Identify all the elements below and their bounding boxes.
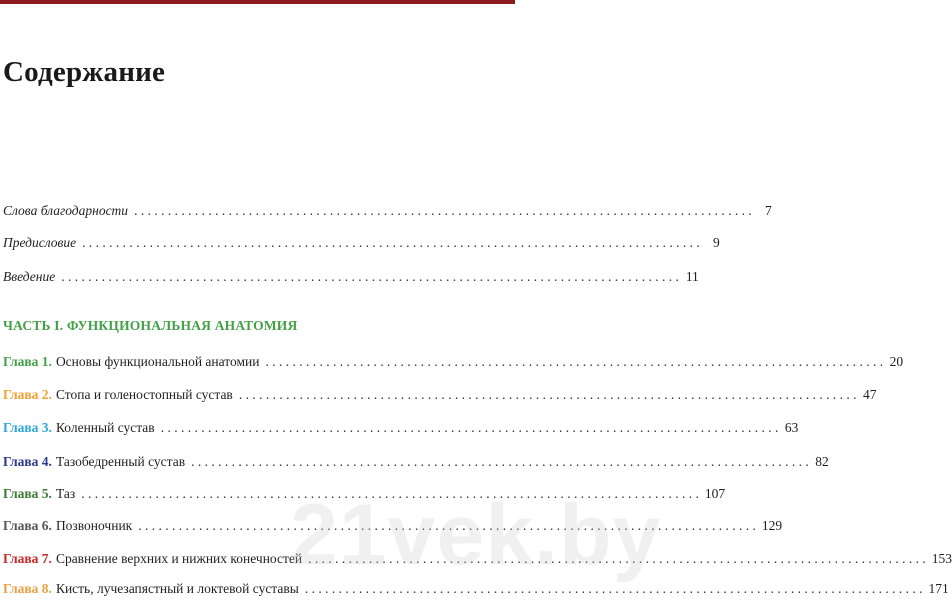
page-title: Содержание bbox=[3, 56, 166, 88]
toc-entry-title: Основы функциональной анатомии bbox=[55, 354, 260, 369]
chapter-label: Глава 3. bbox=[3, 420, 52, 435]
dot-leader bbox=[239, 384, 857, 406]
toc-entry-chapter-6[interactable] bbox=[3, 515, 783, 537]
toc-entry-chapter-3[interactable] bbox=[3, 417, 799, 439]
toc-page-number: 11 bbox=[685, 269, 699, 284]
toc-page-number: 129 bbox=[761, 518, 783, 533]
toc-entry-title: Таз bbox=[55, 486, 76, 501]
watermark: 21vek.by bbox=[290, 487, 662, 583]
toc-entry-title: Предисловие bbox=[3, 235, 77, 250]
toc-entry-acknowledgements[interactable] bbox=[3, 200, 772, 222]
toc-entry-title: Сравнение верхних и нижних конечностей bbox=[55, 551, 303, 566]
toc-entry-title: Позвоночник bbox=[55, 518, 133, 533]
toc-entry-title: Введение bbox=[3, 269, 56, 284]
chapter-label: Глава 1. bbox=[3, 354, 52, 369]
toc-entry-title: Тазобедренный сустав bbox=[55, 454, 186, 469]
toc-entry-preface[interactable] bbox=[3, 232, 720, 254]
chapter-label: Глава 6. bbox=[3, 518, 52, 533]
dot-leader bbox=[134, 200, 752, 222]
dot-leader bbox=[161, 417, 779, 439]
toc-entry-chapter-2[interactable] bbox=[3, 384, 877, 406]
toc-entry-chapter-4[interactable] bbox=[3, 451, 829, 473]
dot-leader bbox=[81, 483, 699, 505]
chapter-label: Глава 4. bbox=[3, 454, 52, 469]
toc-page-number: 47 bbox=[862, 387, 877, 402]
toc-entry-chapter-5[interactable] bbox=[3, 483, 726, 505]
dot-leader bbox=[305, 578, 923, 600]
dot-leader bbox=[138, 515, 756, 537]
toc-page-number: 9 bbox=[713, 235, 720, 250]
toc-entry-chapter-7[interactable] bbox=[3, 548, 952, 570]
toc-page-number: 20 bbox=[889, 354, 904, 369]
toc-entry-introduction[interactable] bbox=[3, 266, 699, 288]
chapter-label: Глава 2. bbox=[3, 387, 52, 402]
toc-entry-title: Слова благодарности bbox=[3, 203, 129, 218]
dot-leader bbox=[308, 548, 926, 570]
chapter-label: Глава 8. bbox=[3, 581, 52, 596]
toc-page-number: 107 bbox=[704, 486, 726, 501]
toc-entry-chapter-1[interactable] bbox=[3, 351, 904, 373]
toc-entry-chapter-8[interactable] bbox=[3, 578, 949, 600]
toc-page-number: 171 bbox=[928, 581, 949, 596]
toc-entry-title: Кисть, лучезапястный и локтевой суставы bbox=[55, 581, 299, 596]
chapter-label: Глава 5. bbox=[3, 486, 52, 501]
toc-entry-title: Коленный сустав bbox=[55, 420, 155, 435]
dot-leader bbox=[266, 351, 884, 373]
dot-leader bbox=[61, 266, 679, 288]
part-heading: ЧАСТЬ I. ФУНКЦИОНАЛЬНАЯ АНАТОМИЯ bbox=[3, 318, 298, 333]
chapter-label: Глава 7. bbox=[3, 551, 52, 566]
toc-page-number: 82 bbox=[815, 454, 829, 469]
dot-leader bbox=[191, 451, 809, 473]
toc-page-number: 153 bbox=[931, 551, 952, 566]
toc-page-number: 63 bbox=[784, 420, 799, 435]
toc-page-number: 7 bbox=[764, 203, 772, 218]
toc-entry-title: Стопа и голеностопный сустав bbox=[55, 387, 233, 402]
dot-leader bbox=[82, 232, 700, 254]
